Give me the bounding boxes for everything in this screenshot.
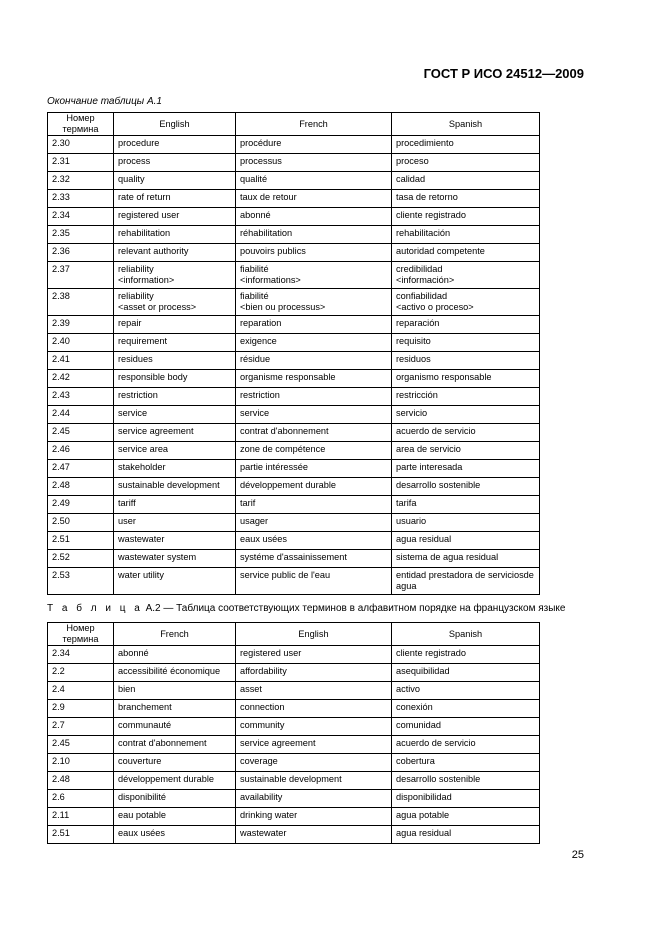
table-row xyxy=(48,262,540,289)
table-cell: acuerdo de servicio xyxy=(392,736,540,754)
table-cell: 2.48 xyxy=(48,772,114,790)
table-cell: 2.45 xyxy=(48,736,114,754)
table-cell: 2.51 xyxy=(48,532,114,550)
table-cell: wastewater xyxy=(114,532,236,550)
document-title: ГОСТ Р ИСО 24512—2009 xyxy=(423,66,584,81)
table-row xyxy=(48,316,540,334)
table-cell: drinking water xyxy=(236,808,392,826)
table-row xyxy=(48,568,540,595)
table-row xyxy=(48,682,540,700)
table-row xyxy=(48,718,540,736)
table-cell: servicio xyxy=(392,406,540,424)
table-cell: 2.33 xyxy=(48,190,114,208)
table-a2 xyxy=(47,622,540,844)
table-cell: community xyxy=(236,718,392,736)
table2-caption-label: Т а б л и ц а xyxy=(47,603,143,614)
table-cell: desarrollo sostenible xyxy=(392,478,540,496)
table-cell: responsible body xyxy=(114,370,236,388)
table-header-row xyxy=(48,623,540,646)
table-cell: 2.42 xyxy=(48,370,114,388)
column-header: Номер термина xyxy=(48,623,114,646)
table-row xyxy=(48,370,540,388)
table-row xyxy=(48,550,540,568)
table-cell: contrat d'abonnement xyxy=(114,736,236,754)
table-cell: restricción xyxy=(392,388,540,406)
table-cell: area de servicio xyxy=(392,442,540,460)
table-row xyxy=(48,790,540,808)
table-cell: asequibilidad xyxy=(392,664,540,682)
table-cell: eaux usées xyxy=(236,532,392,550)
table-cell: 2.50 xyxy=(48,514,114,532)
table-row xyxy=(48,388,540,406)
table-cell: 2.45 xyxy=(48,424,114,442)
table-cell: parte interesada xyxy=(392,460,540,478)
table-cell: affordability xyxy=(236,664,392,682)
table-cell: 2.43 xyxy=(48,388,114,406)
table-cell: 2.46 xyxy=(48,442,114,460)
table-cell: 2.35 xyxy=(48,226,114,244)
table-row xyxy=(48,172,540,190)
table-cell: agua potable xyxy=(392,808,540,826)
column-header: French xyxy=(114,623,236,646)
table-cell: water utility xyxy=(114,568,236,595)
table-cell: organisme responsable xyxy=(236,370,392,388)
table-cell: reparation xyxy=(236,316,392,334)
table-cell: 2.32 xyxy=(48,172,114,190)
table-cell: réhabilitation xyxy=(236,226,392,244)
table-cell: quality xyxy=(114,172,236,190)
table-row xyxy=(48,664,540,682)
table-cell: tasa de retorno xyxy=(392,190,540,208)
table-cell: 2.37 xyxy=(48,262,114,289)
table-cell: eaux usées xyxy=(114,826,236,844)
table-cell: 2.9 xyxy=(48,700,114,718)
table-cell: service agreement xyxy=(236,736,392,754)
table-cell: exigence xyxy=(236,334,392,352)
table-row xyxy=(48,646,540,664)
table-cell: 2.7 xyxy=(48,718,114,736)
column-header: Номер термина xyxy=(48,113,114,136)
table-cell: conexión xyxy=(392,700,540,718)
page-number: 25 xyxy=(571,849,584,861)
column-header: Spanish xyxy=(392,113,540,136)
table-cell: service area xyxy=(114,442,236,460)
table-cell: 2.34 xyxy=(48,208,114,226)
table-row xyxy=(48,334,540,352)
table-cell: pouvoirs publics xyxy=(236,244,392,262)
table-row xyxy=(48,700,540,718)
table-cell: accessibilité économique xyxy=(114,664,236,682)
table-cell: 2.31 xyxy=(48,154,114,172)
table-cell: proceso xyxy=(392,154,540,172)
table-cell: residues xyxy=(114,352,236,370)
table-cell: communauté xyxy=(114,718,236,736)
table-cell: processus xyxy=(236,154,392,172)
table-cell: tarif xyxy=(236,496,392,514)
table-row xyxy=(48,478,540,496)
table-cell: zone de compétence xyxy=(236,442,392,460)
table-row xyxy=(48,442,540,460)
table-cell: 2.30 xyxy=(48,136,114,154)
column-header: English xyxy=(114,113,236,136)
table-cell: coverage xyxy=(236,754,392,772)
table-cell: sustainable development xyxy=(236,772,392,790)
table-cell: service xyxy=(114,406,236,424)
table-row xyxy=(48,136,540,154)
table-cell: requisito xyxy=(392,334,540,352)
table-cell: contrat d'abonnement xyxy=(236,424,392,442)
table1-caption: Окончание таблицы А.1 xyxy=(47,96,162,107)
table-cell: asset xyxy=(236,682,392,700)
table-cell: sistema de agua residual xyxy=(392,550,540,568)
table-cell: usuario xyxy=(392,514,540,532)
table-cell: 2.38 xyxy=(48,289,114,316)
table-header-row xyxy=(48,113,540,136)
table-cell: calidad xyxy=(392,172,540,190)
table-row xyxy=(48,514,540,532)
table-cell: relevant authority xyxy=(114,244,236,262)
table-cell: registered user xyxy=(236,646,392,664)
table-cell: tarifa xyxy=(392,496,540,514)
table-cell: 2.6 xyxy=(48,790,114,808)
table-row xyxy=(48,496,540,514)
table-cell: activo xyxy=(392,682,540,700)
table-cell: procédure xyxy=(236,136,392,154)
table-cell: credibilidad <información> xyxy=(392,262,540,289)
table-cell: restriction xyxy=(114,388,236,406)
table2-caption xyxy=(47,603,565,614)
table-cell: 2.47 xyxy=(48,460,114,478)
table-cell: service agreement xyxy=(114,424,236,442)
table-row xyxy=(48,754,540,772)
table-row xyxy=(48,154,540,172)
table-cell: restriction xyxy=(236,388,392,406)
table-cell: process xyxy=(114,154,236,172)
table-cell: 2.2 xyxy=(48,664,114,682)
table-cell: wastewater xyxy=(236,826,392,844)
table-cell: 2.48 xyxy=(48,478,114,496)
column-header: Spanish xyxy=(392,623,540,646)
table-cell: rate of return xyxy=(114,190,236,208)
column-header: French xyxy=(236,113,392,136)
table-cell: fiabilité <bien ou processus> xyxy=(236,289,392,316)
table-row xyxy=(48,808,540,826)
table-cell: entidad prestadora de serviciosde agua xyxy=(392,568,540,595)
table-cell: wastewater system xyxy=(114,550,236,568)
table-cell: 2.51 xyxy=(48,826,114,844)
table-row xyxy=(48,190,540,208)
table-cell: 2.40 xyxy=(48,334,114,352)
table-cell: 2.41 xyxy=(48,352,114,370)
table-cell: abonné xyxy=(236,208,392,226)
table-row xyxy=(48,226,540,244)
table-cell: abonné xyxy=(114,646,236,664)
table-cell: branchement xyxy=(114,700,236,718)
table-cell: comunidad xyxy=(392,718,540,736)
table-cell: procedure xyxy=(114,136,236,154)
table-cell: partie intéressée xyxy=(236,460,392,478)
table-cell: reliability <information> xyxy=(114,262,236,289)
table-cell: 2.53 xyxy=(48,568,114,595)
table-cell: 2.52 xyxy=(48,550,114,568)
table-cell: availability xyxy=(236,790,392,808)
table-cell: 2.10 xyxy=(48,754,114,772)
table-cell: procedimiento xyxy=(392,136,540,154)
table-row xyxy=(48,736,540,754)
table-cell: couverture xyxy=(114,754,236,772)
table-row xyxy=(48,460,540,478)
table-cell: cobertura xyxy=(392,754,540,772)
table-cell: service public de l'eau xyxy=(236,568,392,595)
table-row xyxy=(48,244,540,262)
table-cell: fiabilité <informations> xyxy=(236,262,392,289)
table-row xyxy=(48,532,540,550)
table-row xyxy=(48,772,540,790)
table-cell: connection xyxy=(236,700,392,718)
table-cell: taux de retour xyxy=(236,190,392,208)
table-cell: stakeholder xyxy=(114,460,236,478)
table-cell: confiabilidad <activo o proceso> xyxy=(392,289,540,316)
table-row xyxy=(48,352,540,370)
table-cell: bien xyxy=(114,682,236,700)
table-cell: développement durable xyxy=(114,772,236,790)
table-cell: desarrollo sostenible xyxy=(392,772,540,790)
table-cell: organismo responsable xyxy=(392,370,540,388)
table-cell: développement durable xyxy=(236,478,392,496)
table-cell: résidue xyxy=(236,352,392,370)
table-cell: disponibilité xyxy=(114,790,236,808)
table-cell: user xyxy=(114,514,236,532)
table-cell: sustainable development xyxy=(114,478,236,496)
table-cell: tariff xyxy=(114,496,236,514)
table-row xyxy=(48,826,540,844)
table-cell: agua residual xyxy=(392,826,540,844)
column-header: English xyxy=(236,623,392,646)
table-cell: 2.39 xyxy=(48,316,114,334)
table-a1 xyxy=(47,112,540,595)
table2-caption-text: А.2 — Таблица соответствующих терминов в алфавитном порядке на французском языке xyxy=(145,603,566,614)
table-cell: rehabilitación xyxy=(392,226,540,244)
table-cell: 2.34 xyxy=(48,646,114,664)
table-cell: repair xyxy=(114,316,236,334)
table-cell: 2.49 xyxy=(48,496,114,514)
table-cell: usager xyxy=(236,514,392,532)
table-cell: disponibilidad xyxy=(392,790,540,808)
table-cell: reparación xyxy=(392,316,540,334)
table-row xyxy=(48,208,540,226)
table-cell: reliability <asset or process> xyxy=(114,289,236,316)
table-cell: qualité xyxy=(236,172,392,190)
table-cell: systéme d'assainissement xyxy=(236,550,392,568)
table-row xyxy=(48,289,540,316)
table-row xyxy=(48,406,540,424)
table-cell: 2.36 xyxy=(48,244,114,262)
table-cell: cliente registrado xyxy=(392,208,540,226)
table-cell: 2.11 xyxy=(48,808,114,826)
table-cell: residuos xyxy=(392,352,540,370)
table-cell: acuerdo de servicio xyxy=(392,424,540,442)
table-cell: 2.44 xyxy=(48,406,114,424)
table-cell: requirement xyxy=(114,334,236,352)
table-cell: 2.4 xyxy=(48,682,114,700)
table-cell: registered user xyxy=(114,208,236,226)
table-cell: rehabilitation xyxy=(114,226,236,244)
table-cell: eau potable xyxy=(114,808,236,826)
table-cell: service xyxy=(236,406,392,424)
table-cell: agua residual xyxy=(392,532,540,550)
table-cell: autoridad competente xyxy=(392,244,540,262)
table-cell: cliente registrado xyxy=(392,646,540,664)
table-row xyxy=(48,424,540,442)
